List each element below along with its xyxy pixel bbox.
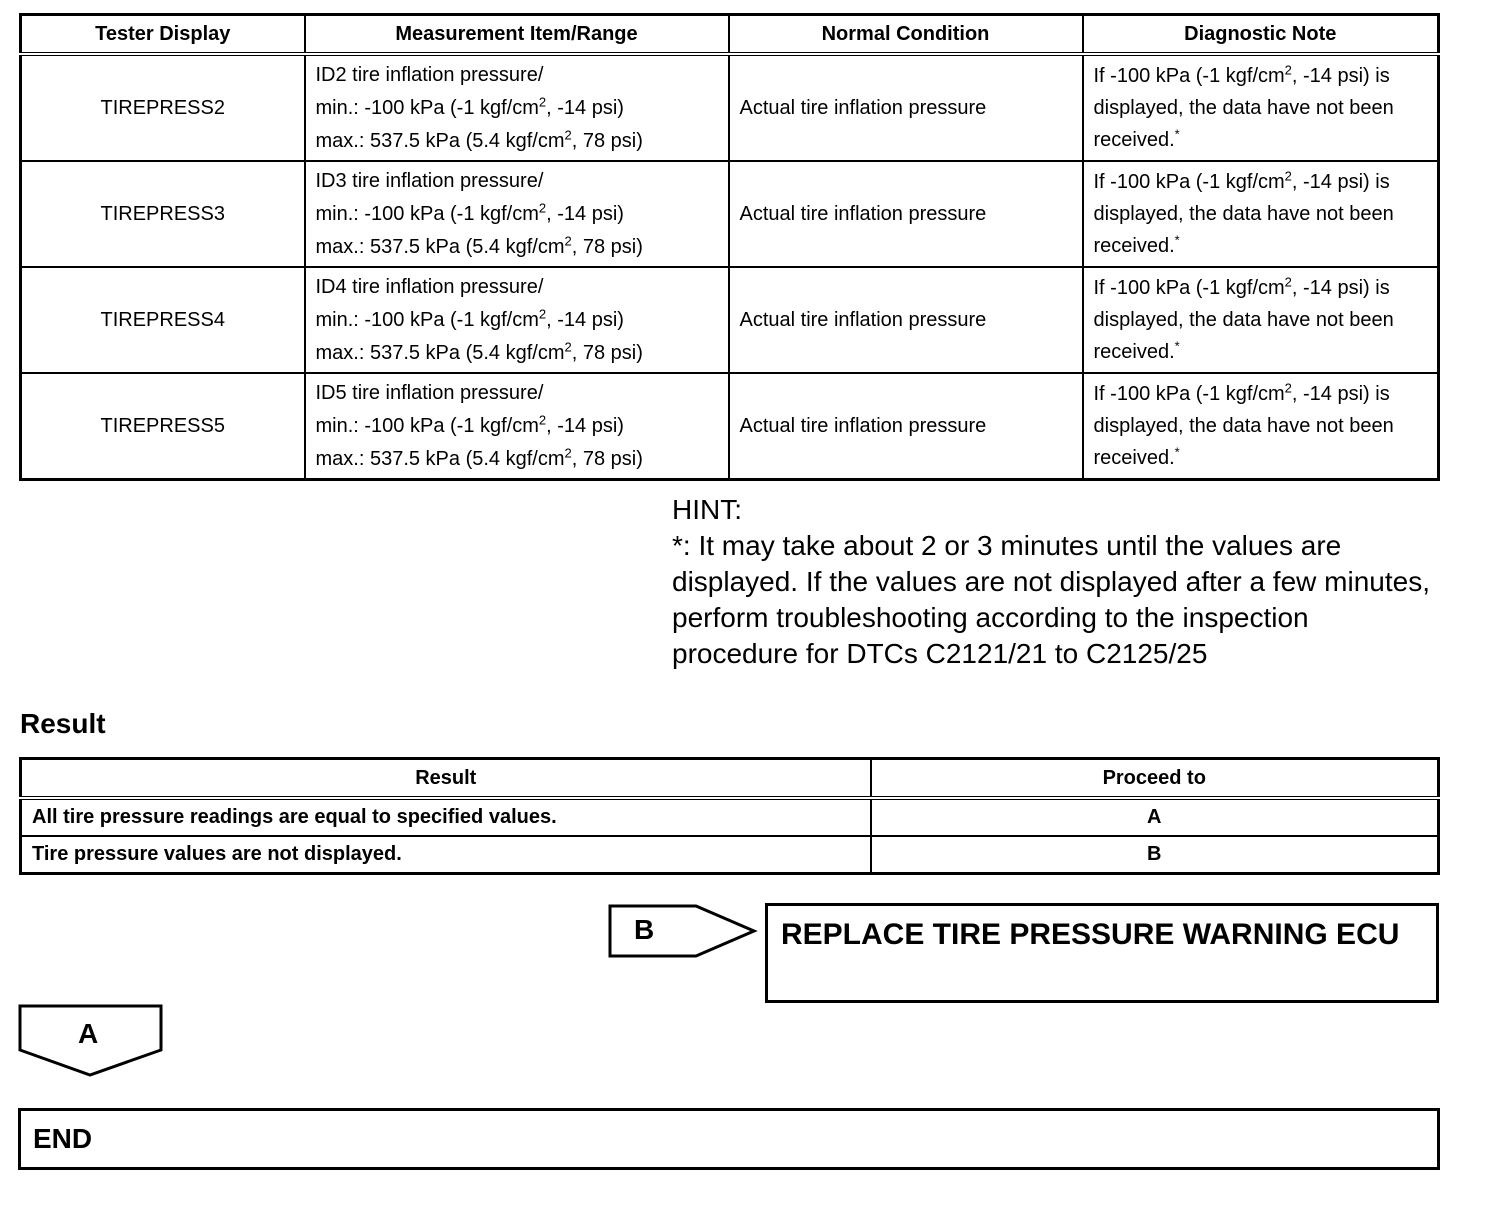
range-max: max.: 537.5 kPa (5.4 kgf/$cm^2$, 78 psi) <box>315 338 643 364</box>
normal-condition-value: Actual tire inflation pressure <box>739 96 987 119</box>
header-diagnostic-note: Diagnostic Note <box>1083 15 1439 55</box>
end-text: END <box>33 1123 93 1154</box>
hint-title: HINT: <box>672 494 742 525</box>
note-line-3: received.* <box>1093 444 1180 469</box>
result-row <box>21 836 1439 874</box>
normal-condition-cell <box>729 161 1083 267</box>
measurement-item: ID4 tire inflation pressure/ <box>315 275 544 298</box>
tester-display-value: TIREPRESS2 <box>100 96 225 119</box>
note-line-1: If -100 kPa (-1 kgf/$cm^2$, -14 psi) is <box>1093 274 1390 299</box>
normal-condition-value: Actual tire inflation pressure <box>739 414 987 437</box>
normal-condition-value: Actual tire inflation pressure <box>739 308 987 331</box>
header-normal-condition: Normal Condition <box>729 15 1083 55</box>
note-line-3: received.* <box>1093 338 1180 363</box>
a-arrow-label: A <box>78 1018 99 1049</box>
note-line-2: displayed, the data have not been <box>1093 203 1394 225</box>
measurement-range-cell <box>305 373 729 480</box>
range-max: max.: 537.5 kPa (5.4 kgf/$cm^2$, 78 psi) <box>315 444 643 470</box>
tire-pressure-data-table <box>19 13 1440 481</box>
table-row <box>21 267 1439 373</box>
tester-display-value: TIREPRESS5 <box>100 414 225 437</box>
range-min: min.: -100 kPa (-1 kgf/$cm^2$, -14 psi) <box>315 411 624 437</box>
hint-block <box>672 492 1462 672</box>
table-row <box>21 373 1439 480</box>
replace-ecu-text: REPLACE TIRE PRESSURE WARNING ECU <box>781 918 1400 951</box>
proceed-to: A <box>871 798 1439 836</box>
normal-condition-cell <box>729 54 1083 161</box>
header-tester-display: Tester Display <box>21 15 305 55</box>
hint-body: *: It may take about 2 or 3 minutes until the values are displayed. If the values are not displayed after a few minutes, perform troubleshooting according to the inspection procedure for DTCs C2121/21 to C2125/25 <box>672 530 1430 669</box>
tester-display-cell <box>21 161 305 267</box>
note-line-1: If -100 kPa (-1 kgf/$cm^2$, -14 psi) is <box>1093 168 1390 193</box>
header-measurement-item: Measurement Item/Range <box>305 15 729 55</box>
result-heading: Result <box>20 708 106 739</box>
measurement-item: ID2 tire inflation pressure/ <box>315 63 544 86</box>
b-arrow-icon <box>608 902 760 960</box>
diagnostic-note-cell <box>1083 161 1439 267</box>
tester-display-cell <box>21 267 305 373</box>
result-row <box>21 798 1439 836</box>
tester-display-cell <box>21 373 305 480</box>
result-header-result: Result <box>21 759 871 799</box>
end-box <box>18 1108 1440 1170</box>
note-line-1: If -100 kPa (-1 kgf/$cm^2$, -14 psi) is <box>1093 62 1390 87</box>
range-min: min.: -100 kPa (-1 kgf/$cm^2$, -14 psi) <box>315 199 624 225</box>
result-header-proceed: Proceed to <box>871 759 1439 799</box>
tester-display-value: TIREPRESS3 <box>100 202 225 225</box>
diagnostic-note-cell <box>1083 54 1439 161</box>
table-header-row <box>21 15 1439 55</box>
proceed-to: B <box>871 836 1439 874</box>
range-max: max.: 537.5 kPa (5.4 kgf/$cm^2$, 78 psi) <box>315 232 643 258</box>
diagnostic-note-cell <box>1083 267 1439 373</box>
note-line-2: displayed, the data have not been <box>1093 97 1394 119</box>
table-row <box>21 54 1439 161</box>
result-table <box>19 757 1440 875</box>
measurement-item: ID5 tire inflation pressure/ <box>315 381 544 404</box>
normal-condition-cell <box>729 267 1083 373</box>
tester-display-value: TIREPRESS4 <box>100 308 225 331</box>
range-min: min.: -100 kPa (-1 kgf/$cm^2$, -14 psi) <box>315 93 624 119</box>
result-text: All tire pressure readings are equal to specified values. <box>21 798 871 836</box>
range-max: max.: 537.5 kPa (5.4 kgf/$cm^2$, 78 psi) <box>315 126 643 152</box>
tester-display-cell <box>21 54 305 161</box>
note-line-2: displayed, the data have not been <box>1093 415 1394 437</box>
result-header-row <box>21 759 1439 799</box>
measurement-range-cell <box>305 267 729 373</box>
measurement-item: ID3 tire inflation pressure/ <box>315 169 544 192</box>
normal-condition-cell <box>729 373 1083 480</box>
note-line-2: displayed, the data have not been <box>1093 309 1394 331</box>
table-row <box>21 161 1439 267</box>
measurement-range-cell <box>305 54 729 161</box>
normal-condition-value: Actual tire inflation pressure <box>739 202 987 225</box>
b-arrow-label: B <box>634 914 655 945</box>
range-min: min.: -100 kPa (-1 kgf/$cm^2$, -14 psi) <box>315 305 624 331</box>
result-text: Tire pressure values are not displayed. <box>21 836 871 874</box>
diagnostic-note-cell <box>1083 373 1439 480</box>
note-line-3: received.* <box>1093 232 1180 257</box>
measurement-range-cell <box>305 161 729 267</box>
replace-ecu-box <box>765 903 1439 1003</box>
note-line-3: received.* <box>1093 126 1180 151</box>
note-line-1: If -100 kPa (-1 kgf/$cm^2$, -14 psi) is <box>1093 380 1390 405</box>
